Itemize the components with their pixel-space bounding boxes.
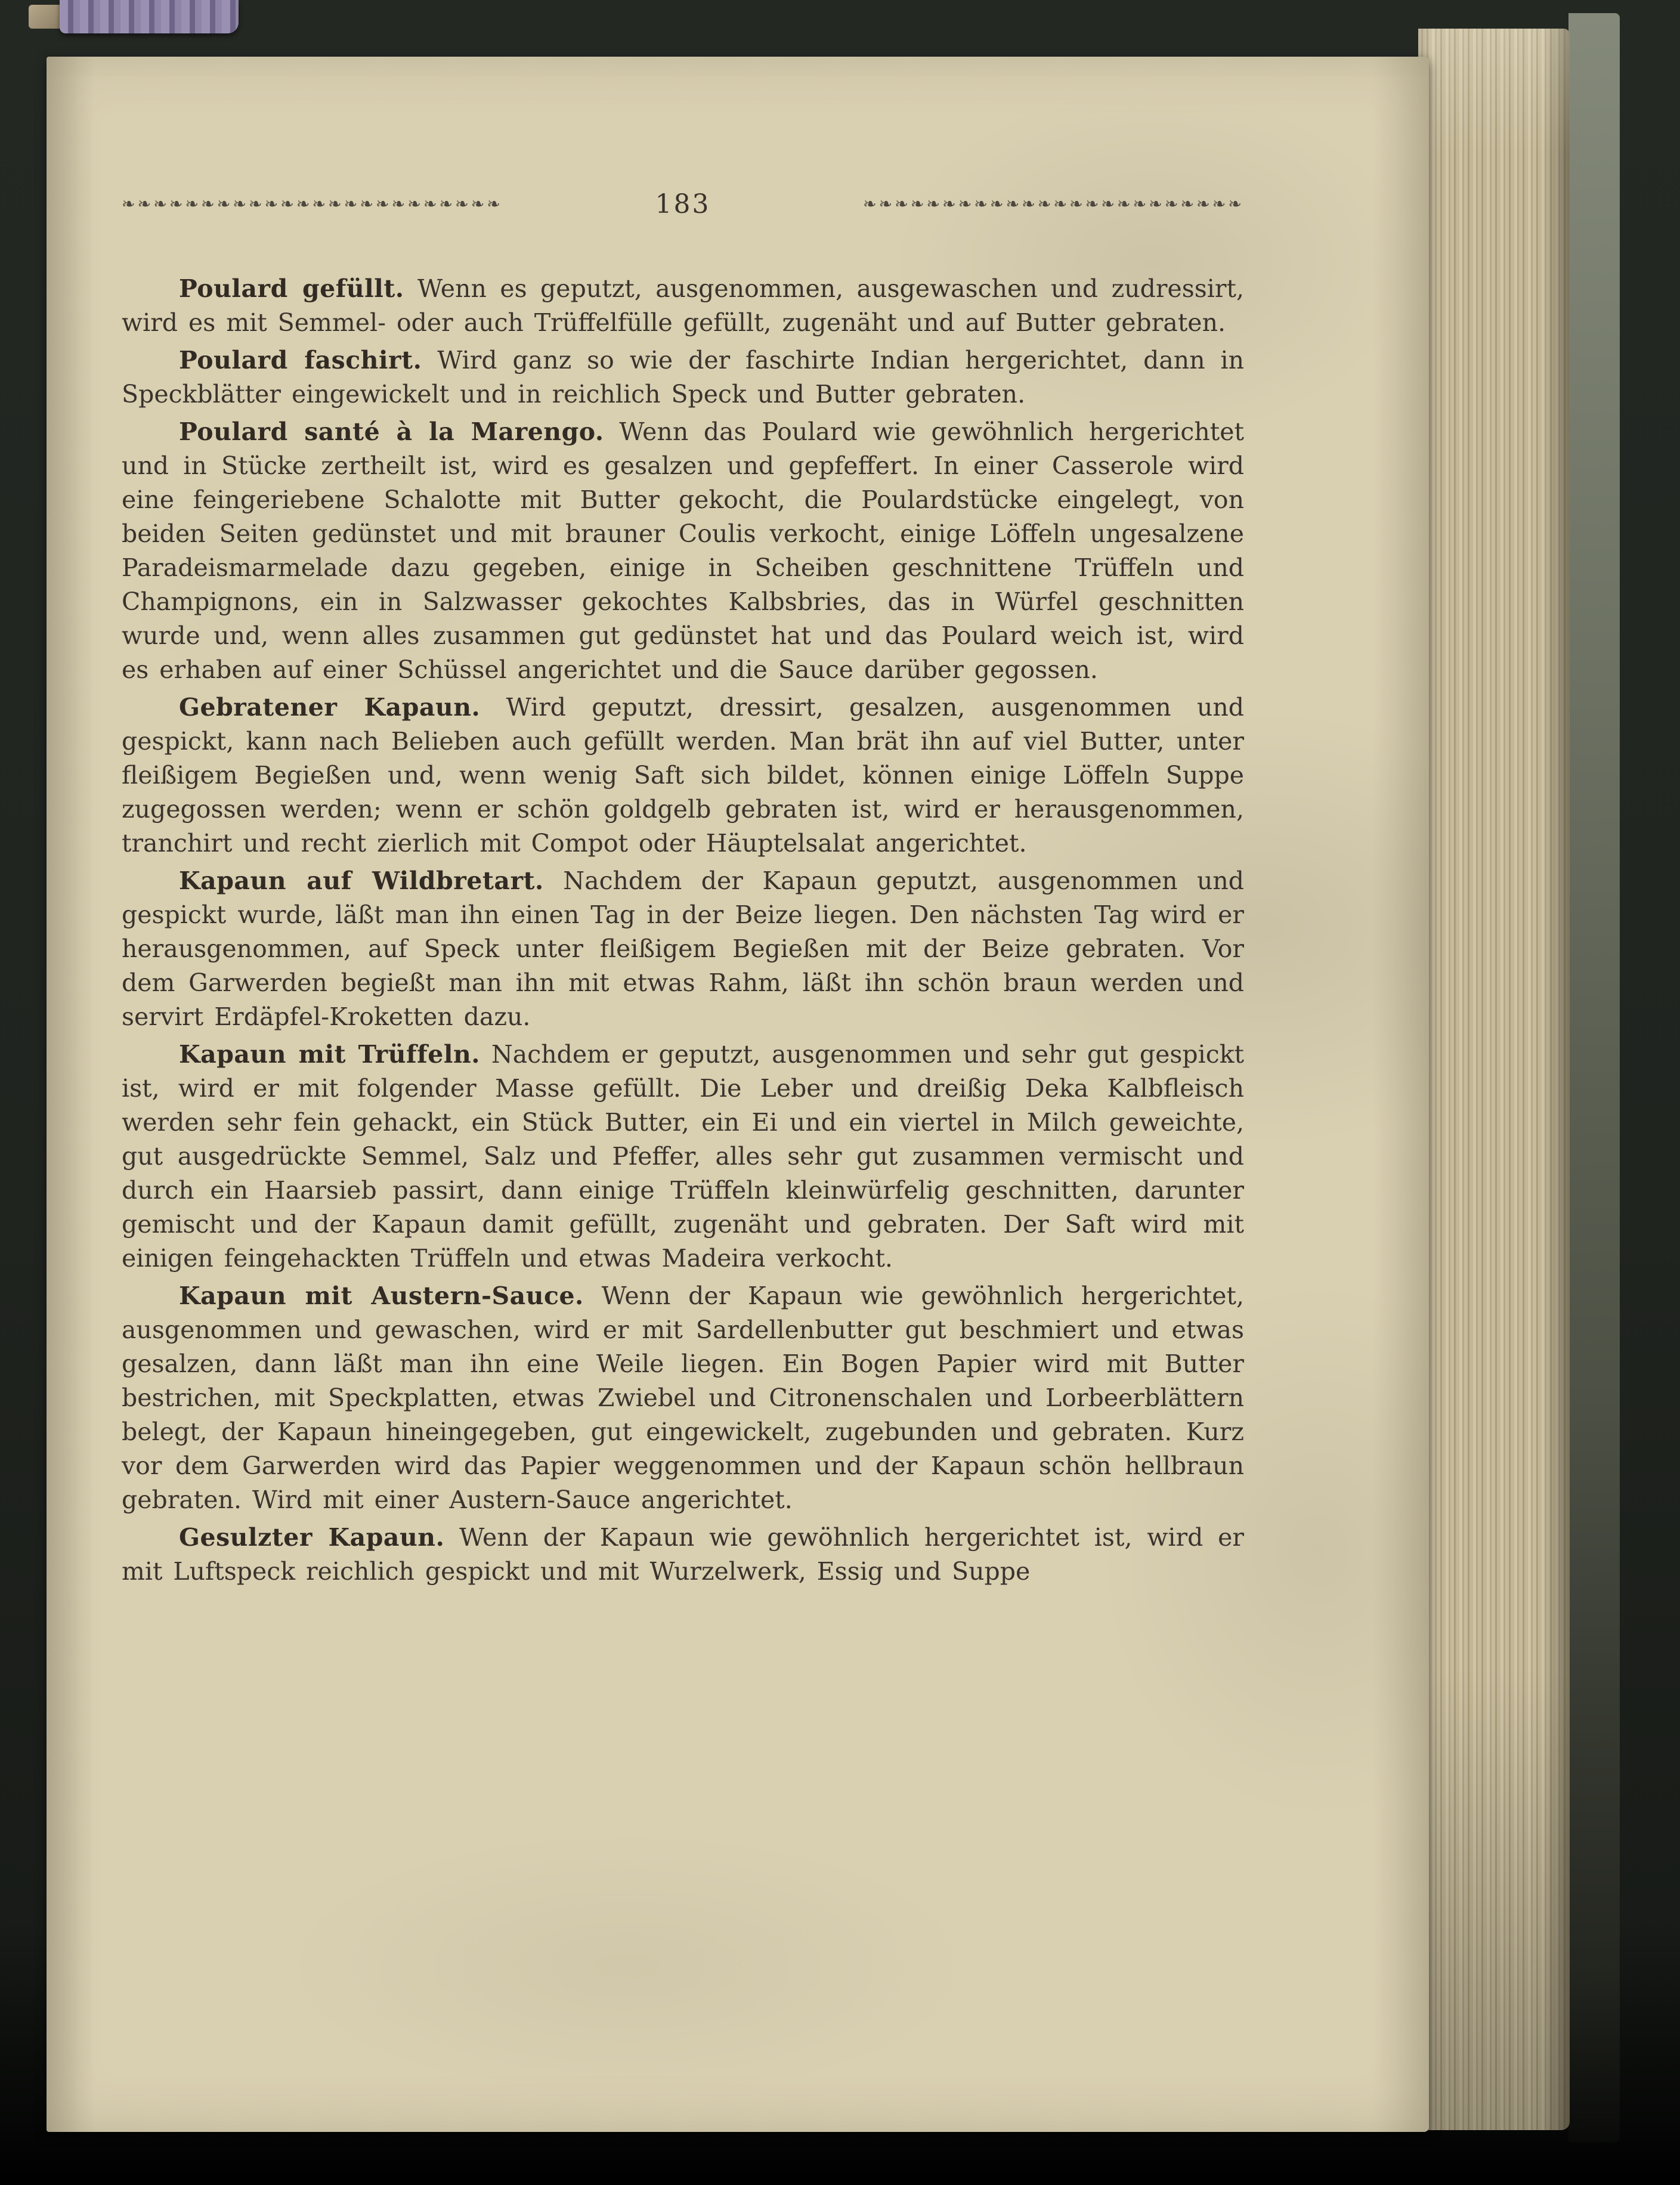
recipe-title: Gebratener Kapaun. bbox=[179, 693, 481, 722]
recipe-title: Gesulzter Kapaun. bbox=[179, 1523, 445, 1552]
recipe-paragraph bbox=[122, 1038, 1244, 1276]
header-ornament-right: ❧❧❧❧❧❧❧❧❧❧❧❧❧❧❧❧❧❧❧❧❧❧❧❧ bbox=[863, 195, 1245, 213]
recipe-text: Nachdem er geputzt, ausgenommen und sehr gut gespickt ist, wird er mit folgender Masse gefüllt. Die Leber und dreißig Deka Kalbfleisch werden sehr fein gehackt, ein Stück Butter, ein Ei und ein viertel in Milch geweichte, gut ausgedrückte Semmel, Salz und Pfeffer, alles sehr gut zusammen vermischt und durch ein Haarsieb passirt, dann einige Trüffeln kleinwürfelig geschnitten, darunter gemischt und der Kapaun damit gefüllt, zugenäht und gebraten. Der Saft wird mit einigen feingehackten Trüffeln und etwas Madeira verkocht. bbox=[122, 1040, 1245, 1273]
book-cover-corner bbox=[29, 5, 62, 29]
recipe-paragraph bbox=[122, 415, 1244, 687]
recipe-text: Wird geputzt, dressirt, gesalzen, ausgenommen und gespickt, kann nach Belieben auch gefüllt werden. Man brät ihn auf viel Butter, unter fleißigem Begießen und, wenn wenig Saft sich bildet, können einige Löffeln Suppe zugegossen werden; wenn er schön goldgelb gebraten ist, wird er herausgenommen, tranchirt und recht zierlich mit Compot oder Häuptelsalat angerichtet. bbox=[122, 693, 1245, 858]
recipe-text: Wenn der Kapaun wie gewöhnlich hergerichtet ist, wird er mit Luftspeck reichlich gespickt und mit Wurzelwerk, Essig und Suppe bbox=[122, 1523, 1245, 1586]
recipe-title: Kapaun mit Trüffeln. bbox=[179, 1040, 481, 1069]
recipe-text: Wenn es geputzt, ausgenommen, ausgewaschen und zudressirt, wird es mit Semmel- oder auch Trüffelfülle gefüllt, zugenäht und auf Butter gebraten. bbox=[122, 274, 1245, 337]
book-page bbox=[47, 57, 1429, 2132]
page-stack-edge bbox=[1418, 29, 1570, 2130]
header-ornament-left: ❧❧❧❧❧❧❧❧❧❧❧❧❧❧❧❧❧❧❧❧❧❧❧❧ bbox=[122, 195, 503, 213]
page-text-block bbox=[122, 57, 1244, 1592]
page-body bbox=[122, 272, 1244, 1589]
recipe-title: Poulard faschirt. bbox=[179, 346, 422, 375]
book-cover-edge bbox=[1568, 13, 1620, 2142]
recipe-paragraph bbox=[122, 343, 1244, 411]
recipe-paragraph bbox=[122, 272, 1244, 340]
recipe-paragraph bbox=[122, 1521, 1244, 1589]
recipe-text: Wenn das Poulard wie gewöhnlich hergerichtet und in Stücke zertheilt ist, wird es gesalzen und gepfeffert. In einer Casserole wird eine feingeriebene Schalotte mit Butter gekocht, die Poulardstücke eingelegt, von beiden Seiten gedünstet und mit brauner Coulis verkocht, einige Löffeln ungesalzene Paradeismarmelade dazu gegeben, einige in Scheiben geschnittene Trüffeln und Champignons, ein in Salzwasser gekochtes Kalbsbries, das in Würfel geschnitten wurde und, wenn alles zusammen gut gedünstet hat und das Poulard weich ist, wird es erhaben auf einer Schüssel angerichtet und die Sauce darüber gegossen. bbox=[122, 417, 1244, 684]
recipe-text: Wird ganz so wie der faschirte Indian hergerichtet, dann in Speckblätter eingewickelt und in reichlich Speck und Butter gebraten. bbox=[122, 346, 1245, 408]
recipe-text: Nachdem der Kapaun geputzt, ausgenommen und gespickt wurde, läßt man ihn einen Tag in der Beize liegen. Den nächsten Tag wird er herausgenommen, auf Speck unter fleißigem Begießen mit der Beize gebraten. Vor dem Garwerden begießt man ihn mit etwas Rahm, läßt ihn schön braun werden und servirt Erdäpfel-Kroketten dazu. bbox=[122, 866, 1244, 1031]
recipe-title: Kapaun auf Wildbretart. bbox=[179, 866, 544, 895]
recipe-paragraph bbox=[122, 691, 1244, 861]
page-header bbox=[122, 189, 1244, 219]
recipe-paragraph bbox=[122, 1279, 1244, 1517]
recipe-title: Poulard gefüllt. bbox=[179, 274, 404, 303]
page-number: 183 bbox=[655, 189, 711, 219]
recipe-title: Kapaun mit Austern-Sauce. bbox=[179, 1282, 584, 1310]
recipe-text: Wenn der Kapaun wie gewöhnlich hergerichtet, ausgenommen und gewaschen, wird er mit Sardellenbutter gut beschmiert und etwas gesalzen, dann läßt man ihn eine Weile liegen. Ein Bogen Papier wird mit Butter bestrichen, mit Speckplatten, etwas Zwiebel und Citronenschalen und Lorbeerblättern belegt, der Kapaun hineingegeben, gut eingewickelt, zugebunden und gebraten. Kurz vor dem Garwerden wird das Papier weggenommen und der Kapaun schön hellbraun gebraten. Wird mit einer Austern-Sauce angerichtet. bbox=[122, 1282, 1245, 1514]
recipe-title: Poulard santé à la Marengo. bbox=[179, 417, 604, 446]
book-headband bbox=[60, 0, 239, 33]
recipe-paragraph bbox=[122, 864, 1244, 1034]
